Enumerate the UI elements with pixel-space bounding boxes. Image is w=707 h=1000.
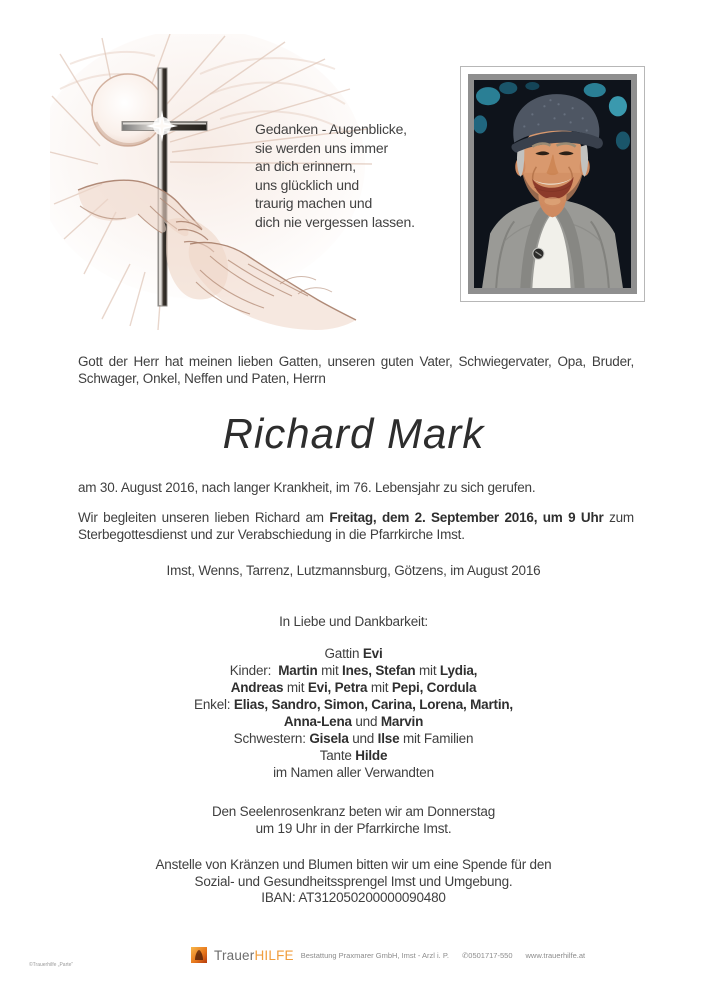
funeral-pre: Wir begleiten unseren lieben Richard am — [78, 510, 330, 525]
phone-icon: ✆ — [461, 950, 469, 960]
funeral-date-bold: Freitag, dem 2. September 2016, um 9 Uhr — [329, 510, 604, 525]
family-line-enkel2: Anna-Lena und Marvin — [283, 714, 424, 729]
family-line-gattin: Gattin Evi — [324, 646, 383, 661]
announcement-intro: Gott der Herr hat meinen lieben Gatten, unseren guten Vater, Schwiegervater, Opa, Bruder, Schwager, Onkel, Neffen und Paten, Herrn — [78, 354, 634, 386]
portrait-of-deceased — [474, 80, 631, 288]
logo-wordmark — [214, 948, 294, 963]
rosary-line: um 19 Uhr in der Pfarrkirche Imst. — [255, 820, 452, 836]
iban-line: IBAN: AT312050200000090480 — [261, 890, 446, 905]
donation-line: Anstelle von Kränzen und Blumen bitten wir um eine Spende für den — [155, 857, 552, 872]
footer-website: www.trauerhilfe.at — [525, 950, 586, 960]
funeral-home-company: Bestattung Praxmarer GmbH, Imst - Arzl i. P. — [300, 950, 449, 960]
verse-line: sie werden uns immer — [255, 139, 388, 156]
funeral-home-footer — [191, 947, 585, 963]
family-line-schwestern: Schwestern: Gisela und Ilse mit Familien — [233, 731, 474, 746]
donation-line: Sozial- und Gesundheitssprengel Imst und Umgebung. — [194, 873, 513, 889]
funeral-post: zum Sterbegottesdienst und zur Verabschiedung in die Pfarrkirche Imst. — [78, 510, 634, 542]
family-list — [0, 645, 707, 781]
family-line-enkel: Enkel: Elias, Sandro, Simon, Carina, Lorena, Martin, — [194, 697, 513, 712]
places-line: Imst, Wenns, Tarrenz, Lutzmannsburg, Götzens, im August 2016 — [166, 563, 541, 578]
family-line-kinder: Kinder: Martin mit Ines, Stefan mit Lydia, — [229, 663, 478, 678]
rosary-line: Den Seelenrosenkranz beten wir am Donnerstag — [211, 804, 496, 819]
verse-line: an dich erinnern, — [255, 158, 356, 174]
gratitude-heading: In Liebe und Dankbarkeit: — [279, 614, 428, 629]
copyright-note: ©Trauerhilfe „Parte“ — [29, 962, 74, 968]
family-line-tante: Tante Hilde — [319, 748, 388, 763]
death-line: am 30. August 2016, nach langer Krankheit, im 76. Lebensjahr zu sich gerufen. — [78, 480, 536, 495]
family-line-verwandte: im Namen aller Verwandten — [273, 765, 434, 780]
funeral-paragraph — [78, 510, 634, 543]
logo-hilfe-text: HILFE — [254, 947, 294, 963]
rosary-notice — [0, 804, 707, 837]
family-line-kinder2: Andreas mit Evi, Petra mit Pepi, Cordula — [230, 680, 477, 695]
memorial-verse — [255, 120, 440, 231]
deceased-name: Richard Mark — [222, 410, 485, 457]
verse-line: traurig machen und — [255, 195, 373, 211]
verse-line: dich nie vergessen lassen. — [255, 213, 415, 230]
portrait-photo-frame — [460, 66, 645, 302]
donation-notice — [0, 857, 707, 907]
logo-trauer-text: Trauer — [214, 947, 255, 963]
portrait-photo — [468, 74, 637, 294]
trauerhilfe-logo-icon — [191, 947, 207, 963]
phone-number: 0501717-550 — [468, 950, 513, 960]
verse-line: uns glücklich und — [255, 176, 359, 193]
verse-line: Gedanken - Augenblicke, — [255, 121, 407, 137]
footer-phone — [462, 951, 513, 960]
